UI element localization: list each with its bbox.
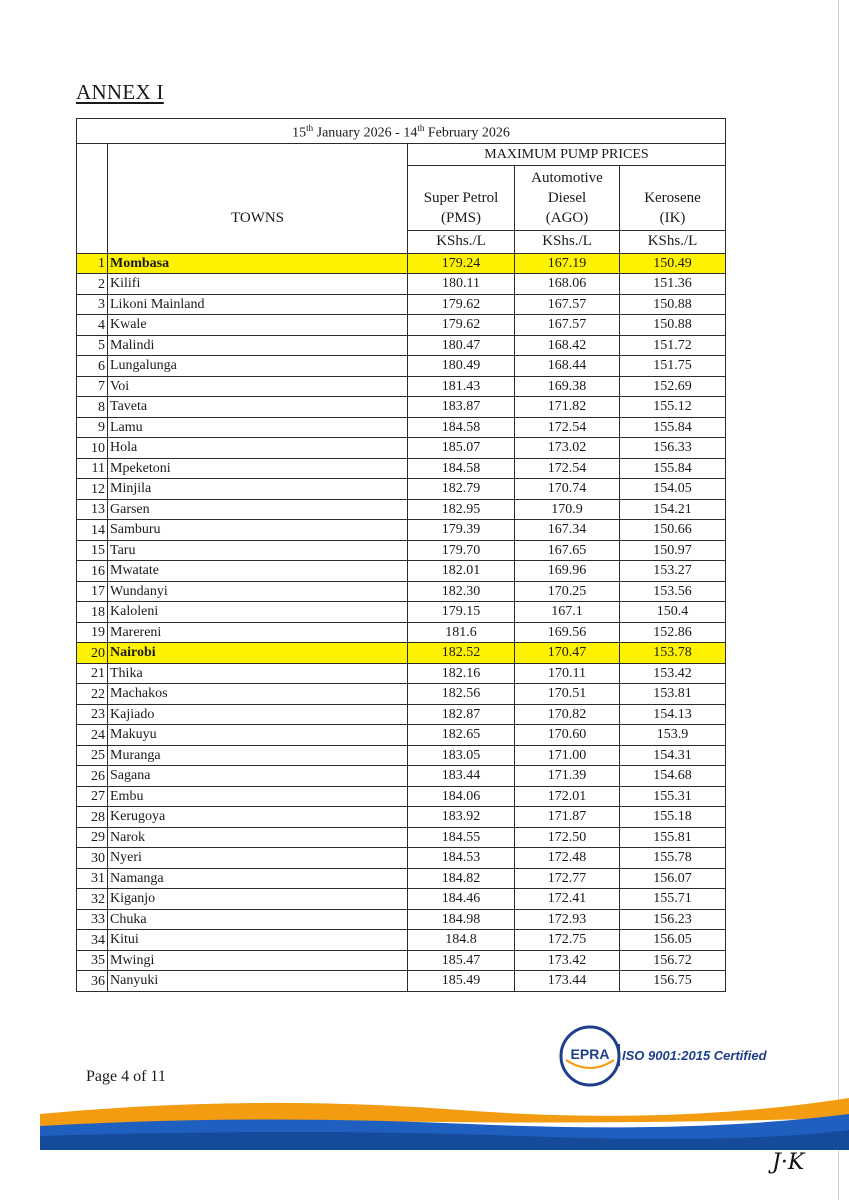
table-row — [77, 848, 726, 869]
epra-logo — [558, 1024, 622, 1088]
table-row — [77, 561, 726, 582]
town-name: Namanga — [108, 868, 408, 889]
ago-price: 170.74 — [515, 479, 620, 500]
ago-price: 171.39 — [515, 766, 620, 787]
town-name: Sagana — [108, 766, 408, 787]
ik-price: 156.23 — [620, 909, 726, 930]
pms-price: 182.95 — [408, 499, 515, 520]
ik-price: 152.86 — [620, 622, 726, 643]
table-row — [77, 971, 726, 992]
town-name: Lungalunga — [108, 356, 408, 377]
table-row — [77, 930, 726, 951]
pms-price: 185.47 — [408, 950, 515, 971]
town-name: Minjila — [108, 479, 408, 500]
row-number: 36 — [77, 971, 108, 992]
row-number: 31 — [77, 868, 108, 889]
row-number: 24 — [77, 725, 108, 746]
ik-price: 156.75 — [620, 971, 726, 992]
ik-price: 154.68 — [620, 766, 726, 787]
table-row — [77, 397, 726, 418]
town-name: Mpeketoni — [108, 458, 408, 479]
pms-price: 185.49 — [408, 971, 515, 992]
town-name: Mombasa — [108, 253, 408, 274]
pms-price: 182.16 — [408, 663, 515, 684]
town-name: Kiganjo — [108, 889, 408, 910]
ik-price: 155.12 — [620, 397, 726, 418]
pms-price: 181.43 — [408, 376, 515, 397]
ik-price: 155.78 — [620, 848, 726, 869]
table-row — [77, 479, 726, 500]
pump-prices-table — [76, 118, 726, 992]
ago-unit: KShs./L — [515, 230, 620, 253]
town-name: Voi — [108, 376, 408, 397]
town-name: Hola — [108, 438, 408, 459]
row-number: 6 — [77, 356, 108, 377]
maximum-pump-prices-header: MAXIMUM PUMP PRICES — [408, 143, 726, 165]
ago-price: 170.82 — [515, 704, 620, 725]
ik-price: 155.18 — [620, 807, 726, 828]
ik-price: 156.05 — [620, 930, 726, 951]
ago-price: 173.02 — [515, 438, 620, 459]
pms-price: 182.52 — [408, 643, 515, 664]
table-row — [77, 315, 726, 336]
table-row — [77, 889, 726, 910]
ago-price: 169.56 — [515, 622, 620, 643]
footer-wave — [0, 1080, 849, 1150]
pms-price: 183.87 — [408, 397, 515, 418]
ago-price: 172.50 — [515, 827, 620, 848]
ik-price: 152.69 — [620, 376, 726, 397]
ik-price: 153.42 — [620, 663, 726, 684]
ik-price: 150.49 — [620, 253, 726, 274]
ik-price: 156.33 — [620, 438, 726, 459]
row-number: 35 — [77, 950, 108, 971]
town-name: Samburu — [108, 520, 408, 541]
ago-price: 172.41 — [515, 889, 620, 910]
ago-price: 171.87 — [515, 807, 620, 828]
table-row — [77, 909, 726, 930]
table-row — [77, 581, 726, 602]
pms-price: 183.44 — [408, 766, 515, 787]
row-number: 8 — [77, 397, 108, 418]
pms-price: 182.30 — [408, 581, 515, 602]
pms-price: 180.49 — [408, 356, 515, 377]
pms-price: 182.56 — [408, 684, 515, 705]
table-row — [77, 520, 726, 541]
table-row — [77, 499, 726, 520]
table-row — [77, 704, 726, 725]
town-name: Thika — [108, 663, 408, 684]
row-number: 9 — [77, 417, 108, 438]
ago-price: 171.82 — [515, 397, 620, 418]
ago-column-header: Automotive Diesel (AGO) — [515, 165, 620, 230]
ago-price: 170.51 — [515, 684, 620, 705]
table-row — [77, 335, 726, 356]
ik-price: 156.72 — [620, 950, 726, 971]
town-name: Embu — [108, 786, 408, 807]
town-name: Malindi — [108, 335, 408, 356]
ik-price: 155.71 — [620, 889, 726, 910]
table-row — [77, 663, 726, 684]
row-number: 12 — [77, 479, 108, 500]
ago-price: 172.77 — [515, 868, 620, 889]
row-number: 2 — [77, 274, 108, 295]
town-name: Makuyu — [108, 725, 408, 746]
ago-price: 167.19 — [515, 253, 620, 274]
ik-unit: KShs./L — [620, 230, 726, 253]
ago-price: 169.96 — [515, 561, 620, 582]
table-row — [77, 356, 726, 377]
town-name: Taveta — [108, 397, 408, 418]
table-row — [77, 745, 726, 766]
row-number: 21 — [77, 663, 108, 684]
ik-price: 151.75 — [620, 356, 726, 377]
scan-edge-line — [838, 0, 839, 1200]
row-number: 22 — [77, 684, 108, 705]
table-row — [77, 807, 726, 828]
table-row — [77, 458, 726, 479]
ago-price: 167.34 — [515, 520, 620, 541]
row-number: 18 — [77, 602, 108, 623]
ik-price: 155.84 — [620, 458, 726, 479]
row-number: 16 — [77, 561, 108, 582]
ago-price: 168.06 — [515, 274, 620, 295]
town-name: Narok — [108, 827, 408, 848]
row-number: 20 — [77, 643, 108, 664]
row-number: 25 — [77, 745, 108, 766]
row-number: 19 — [77, 622, 108, 643]
row-number: 23 — [77, 704, 108, 725]
ago-price: 170.9 — [515, 499, 620, 520]
ago-price: 172.54 — [515, 417, 620, 438]
town-name: Mwingi — [108, 950, 408, 971]
date-range-header: 15th January 2026 - 14th February 2026 — [77, 119, 726, 144]
ago-price: 171.00 — [515, 745, 620, 766]
ago-price: 172.75 — [515, 930, 620, 951]
ago-price: 168.42 — [515, 335, 620, 356]
table-row — [77, 766, 726, 787]
pms-price: 184.06 — [408, 786, 515, 807]
pms-price: 185.07 — [408, 438, 515, 459]
ago-price: 172.54 — [515, 458, 620, 479]
pms-price: 181.6 — [408, 622, 515, 643]
table-row — [77, 602, 726, 623]
town-name: Kerugoya — [108, 807, 408, 828]
town-name: Mwatate — [108, 561, 408, 582]
ik-price: 154.21 — [620, 499, 726, 520]
pms-price: 182.01 — [408, 561, 515, 582]
table-row — [77, 274, 726, 295]
ago-price: 170.60 — [515, 725, 620, 746]
ago-price: 173.42 — [515, 950, 620, 971]
town-name: Muranga — [108, 745, 408, 766]
iso-divider — [618, 1044, 620, 1066]
town-name: Likoni Mainland — [108, 294, 408, 315]
ik-price: 150.97 — [620, 540, 726, 561]
town-name: Marereni — [108, 622, 408, 643]
ago-price: 170.47 — [515, 643, 620, 664]
town-name: Kaloleni — [108, 602, 408, 623]
ik-price: 155.31 — [620, 786, 726, 807]
town-name: Nyeri — [108, 848, 408, 869]
table-row — [77, 643, 726, 664]
ik-price: 154.31 — [620, 745, 726, 766]
table-row — [77, 253, 726, 274]
pms-price: 184.98 — [408, 909, 515, 930]
pms-price: 184.58 — [408, 458, 515, 479]
town-name: Kilifi — [108, 274, 408, 295]
pms-price: 184.82 — [408, 868, 515, 889]
pms-price: 184.53 — [408, 848, 515, 869]
row-number: 26 — [77, 766, 108, 787]
ago-price: 169.38 — [515, 376, 620, 397]
ik-price: 154.05 — [620, 479, 726, 500]
row-number: 17 — [77, 581, 108, 602]
ik-price: 153.56 — [620, 581, 726, 602]
table-row — [77, 786, 726, 807]
row-number: 5 — [77, 335, 108, 356]
pms-price: 184.46 — [408, 889, 515, 910]
row-number: 1 — [77, 253, 108, 274]
row-number-header — [77, 143, 108, 253]
town-name: Machakos — [108, 684, 408, 705]
row-number: 10 — [77, 438, 108, 459]
town-name: Kitui — [108, 930, 408, 951]
towns-header: TOWNS — [108, 143, 408, 253]
annex-title: ANNEX I — [76, 80, 164, 104]
row-number: 3 — [77, 294, 108, 315]
pms-unit: KShs./L — [408, 230, 515, 253]
ago-price: 172.93 — [515, 909, 620, 930]
pms-price: 183.92 — [408, 807, 515, 828]
ik-price: 153.81 — [620, 684, 726, 705]
table-row — [77, 725, 726, 746]
table-body — [77, 253, 726, 991]
row-number: 34 — [77, 930, 108, 951]
table-row — [77, 868, 726, 889]
table-row — [77, 417, 726, 438]
table-row — [77, 684, 726, 705]
ago-price: 167.57 — [515, 294, 620, 315]
ago-price: 172.01 — [515, 786, 620, 807]
table-row — [77, 950, 726, 971]
ik-price: 150.66 — [620, 520, 726, 541]
signature-initials: J·K — [772, 1150, 805, 1175]
pms-price: 180.47 — [408, 335, 515, 356]
pms-price: 184.55 — [408, 827, 515, 848]
page-number: Page 4 of 11 — [86, 1068, 166, 1085]
ik-price: 150.4 — [620, 602, 726, 623]
table-row — [77, 827, 726, 848]
ik-price: 153.78 — [620, 643, 726, 664]
town-name: Nanyuki — [108, 971, 408, 992]
ik-column-header: Kerosene (IK) — [620, 165, 726, 230]
ik-price: 151.72 — [620, 335, 726, 356]
town-name: Wundanyi — [108, 581, 408, 602]
town-name: Taru — [108, 540, 408, 561]
town-name: Nairobi — [108, 643, 408, 664]
row-number: 33 — [77, 909, 108, 930]
row-number: 27 — [77, 786, 108, 807]
ago-price: 173.44 — [515, 971, 620, 992]
town-name: Kwale — [108, 315, 408, 336]
town-name: Garsen — [108, 499, 408, 520]
ik-price: 153.9 — [620, 725, 726, 746]
pms-price: 179.39 — [408, 520, 515, 541]
town-name: Kajiado — [108, 704, 408, 725]
table-row — [77, 540, 726, 561]
ago-price: 170.25 — [515, 581, 620, 602]
ik-price: 150.88 — [620, 315, 726, 336]
pms-price: 182.65 — [408, 725, 515, 746]
row-number: 11 — [77, 458, 108, 479]
ik-price: 155.84 — [620, 417, 726, 438]
pms-price: 183.05 — [408, 745, 515, 766]
pms-price: 184.8 — [408, 930, 515, 951]
ago-price: 168.44 — [515, 356, 620, 377]
town-name: Chuka — [108, 909, 408, 930]
ik-price: 156.07 — [620, 868, 726, 889]
pms-price: 180.11 — [408, 274, 515, 295]
ago-price: 172.48 — [515, 848, 620, 869]
ago-price: 167.1 — [515, 602, 620, 623]
pms-price: 184.58 — [408, 417, 515, 438]
ago-price: 167.65 — [515, 540, 620, 561]
row-number: 13 — [77, 499, 108, 520]
pms-price: 182.87 — [408, 704, 515, 725]
pms-column-header: Super Petrol (PMS) — [408, 165, 515, 230]
pms-price: 179.70 — [408, 540, 515, 561]
pms-price: 179.62 — [408, 294, 515, 315]
row-number: 28 — [77, 807, 108, 828]
pms-price: 179.24 — [408, 253, 515, 274]
epra-logo-text: EPRA — [570, 1046, 610, 1062]
ik-price: 155.81 — [620, 827, 726, 848]
town-name: Lamu — [108, 417, 408, 438]
row-number: 15 — [77, 540, 108, 561]
table-row — [77, 438, 726, 459]
row-number: 32 — [77, 889, 108, 910]
row-number: 29 — [77, 827, 108, 848]
ago-price: 170.11 — [515, 663, 620, 684]
row-number: 30 — [77, 848, 108, 869]
row-number: 14 — [77, 520, 108, 541]
row-number: 4 — [77, 315, 108, 336]
pms-price: 182.79 — [408, 479, 515, 500]
ik-price: 150.88 — [620, 294, 726, 315]
pms-price: 179.62 — [408, 315, 515, 336]
pms-price: 179.15 — [408, 602, 515, 623]
ik-price: 153.27 — [620, 561, 726, 582]
iso-certification: ISO 9001:2015 Certified — [622, 1048, 767, 1063]
row-number: 7 — [77, 376, 108, 397]
table-row — [77, 622, 726, 643]
table-row — [77, 376, 726, 397]
ik-price: 151.36 — [620, 274, 726, 295]
ago-price: 167.57 — [515, 315, 620, 336]
table-row — [77, 294, 726, 315]
ik-price: 154.13 — [620, 704, 726, 725]
